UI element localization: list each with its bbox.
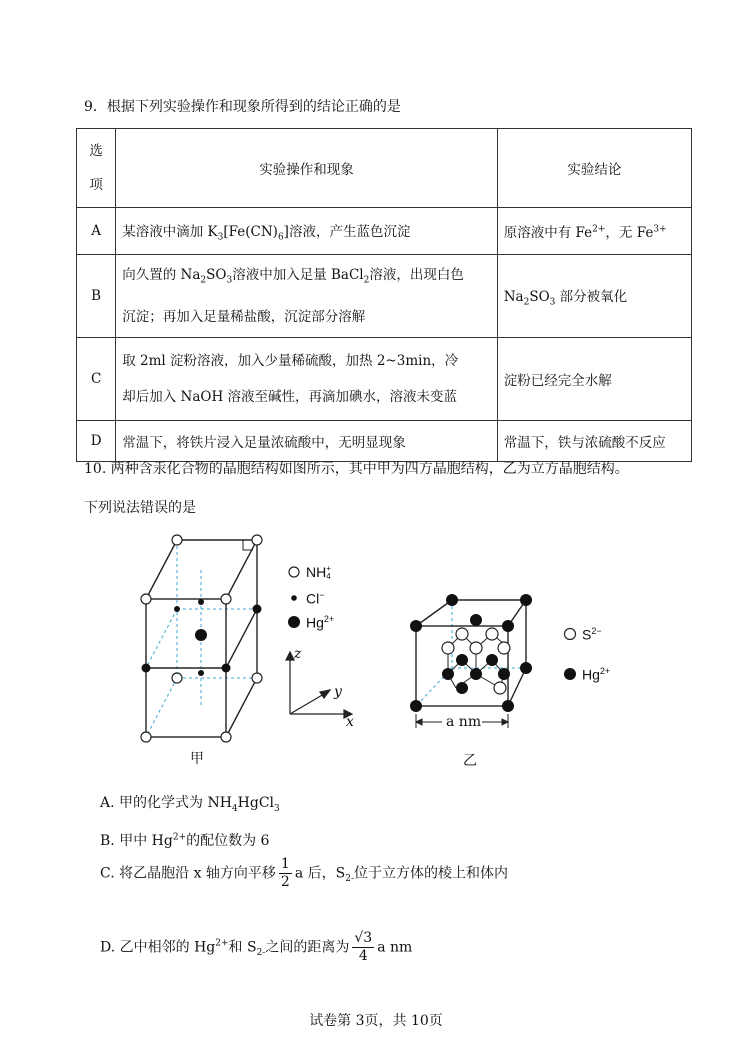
table-row [77,255,692,338]
header-option-bottom: 项 [89,177,103,193]
choice-d: D. 乙中相邻的 $Hg^{2+}$和 $S_{2-}$之间的距离为 $\frac{√3}{4}$ a nm [100,930,413,964]
row-operation: 某溶液中滴加 $K_3[Fe(CN)_6]$溶液，产生蓝色沉淀 [116,208,497,255]
dimension-label: a nm [446,714,482,730]
row-operation: 向久置的 $Na_2SO_3$溶液中加入足量 BaCl$_2$溶液，出现白色 沉淀；再加入足量稀盐酸，沉淀部分溶解 [116,255,497,338]
row-option: C [77,338,116,421]
figure-yi-caption: 乙 [463,753,477,769]
header-operation: 实验操作和现象 [116,129,497,208]
row-conclusion: 原溶液中有 $Fe^{2+}$，无 $Fe^{3+}$ [497,208,691,255]
legend-cl-label: Cl− [306,590,325,607]
question-10-stem: 10. 两种含汞化合物的晶胞结构如图所示，其中甲为四方晶胞结构，乙为立方晶胞结构。 [84,461,629,477]
row-conclusion: $Na_2SO_3$ 部分被氧化 [497,255,691,338]
fraction-root3-over-4: $\frac{√3}{4}$ [354,930,373,964]
row-option: D [77,421,116,462]
legend-jia-icons [286,564,302,630]
table-row [77,208,692,255]
row-operation: 取 2ml 淀粉溶液，加入少量稀硫酸，加热 2~3min，冷 却后加入 NaOH 溶液至碱性，再滴加碘水，溶液未变蓝 [116,338,497,421]
header-conclusion: 实验结论 [497,129,691,208]
row-conclusion: 淀粉已经完全水解 [497,338,691,421]
question-9-title: 9．根据下列实验操作和现象所得到的结论正确的是 [84,99,401,115]
axis-x-label: x [346,714,354,730]
axis-z-label: z [294,646,302,662]
table-header-row [77,129,692,208]
fraction-one-half: $\frac{1}{2}$ [280,856,290,890]
legend-hg2-label: $Hg^{2+}$ [582,666,611,683]
experiment-table [76,128,692,462]
hg-ion [195,629,207,641]
header-option-top: 选 [89,143,103,159]
row-operation: 常温下，将铁片浸入足量浓硫酸中，无明显现象 [116,421,497,462]
table-row [77,338,692,421]
row-option: B [77,255,116,338]
choice-b: B. 甲中 $Hg^{2+}$的配位数为 6 [100,832,270,849]
header-option-cell [77,129,116,208]
choice-a: A. 甲的化学式为 $NH_4HgCl_3$ [100,795,280,814]
figure-jia-caption: 甲 [190,751,204,767]
choice-c: C. 将乙晶胞沿 x 轴方向平移 $\frac{1}{2}$ a 后，$S_{2-}$位于立方体的棱上和体内 [100,856,509,890]
row-option: A [77,208,116,255]
legend-hg-label: $Hg^{2+}$ [306,614,335,631]
legend-s-label: $S^{2-}$ [582,626,602,643]
page-footer: 试卷第 3页，共 10页 [309,1013,443,1029]
legend-nh4-label: NH + 4 [306,564,331,581]
row-conclusion: 常温下，铁与浓硫酸不反应 [497,421,691,462]
table-row [77,421,692,462]
legend-yi-icons [562,626,578,684]
question-10-prompt: 下列说法错误的是 [84,500,196,516]
axis-y-label: y [334,684,342,700]
